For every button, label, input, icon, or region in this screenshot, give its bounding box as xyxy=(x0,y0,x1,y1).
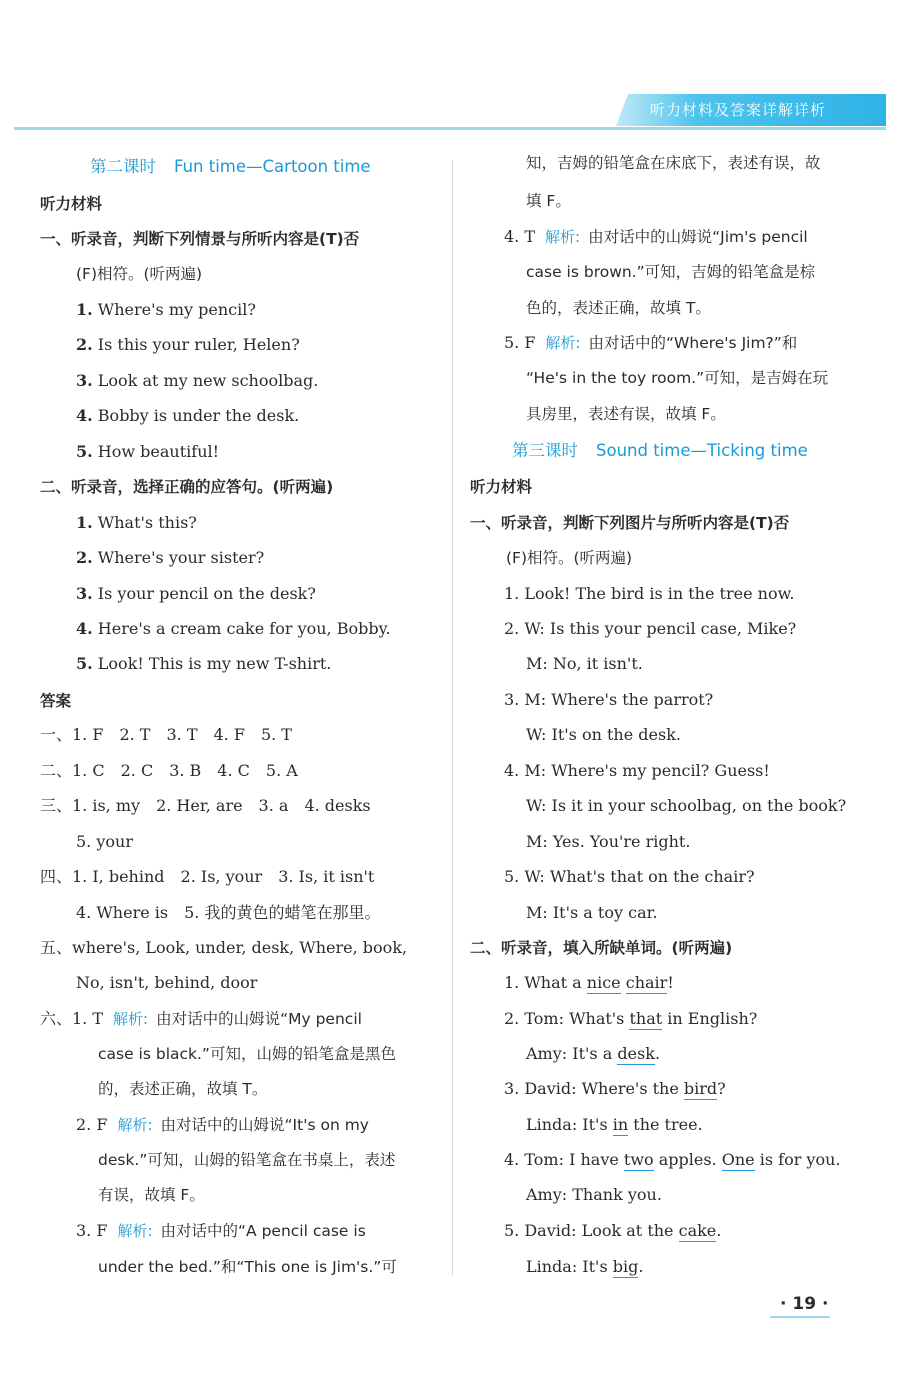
answer-label: 2. F xyxy=(76,1115,108,1134)
analysis-label: 解析: xyxy=(117,1222,153,1240)
answer-4-cont: 4. Where is 5. 我的黄色的蜡笔在那里。 xyxy=(76,903,381,922)
analysis-text: 由对话中的山姆说“My pencil xyxy=(156,1010,362,1028)
r4c: M: Yes. You're right. xyxy=(526,832,691,851)
r1: 1. Look! The bird is in the tree now. xyxy=(504,584,795,603)
fill-text: ! xyxy=(667,973,674,992)
fill-text: the tree. xyxy=(628,1115,703,1134)
fill-answer: desk xyxy=(617,1044,655,1063)
answer-4: 四、1. I, behind 2. Is, your 3. Is, it isn't xyxy=(40,867,375,886)
q2-item-3: 3. Is your pencil on the desk? xyxy=(76,584,316,603)
fill-2 xyxy=(504,1008,757,1030)
answer-3: 三、1. is, my 2. Her, are 3. a 4. desks xyxy=(40,796,371,815)
section-title-cn: 第二课时 xyxy=(90,157,156,176)
page-number: · 19 · xyxy=(780,1294,829,1314)
q1-item-2: 2. Is this your ruler, Helen? xyxy=(76,335,300,354)
fill-text: is for you. xyxy=(754,1150,841,1169)
analysis-label: 解析: xyxy=(545,334,581,352)
analysis-text: 由对话中的“A pencil case is xyxy=(160,1222,366,1240)
r2a: 2. W: Is this your pencil case, Mike? xyxy=(504,619,797,638)
section-title-cn: 第三课时 xyxy=(512,441,578,460)
analysis-text: 由对话中的“Where's Jim?”和 xyxy=(588,334,798,352)
header-rule xyxy=(14,127,886,130)
answer-6-3-cont2: 知，吉姆的铅笔盒在床底下，表述有误，故 xyxy=(526,154,821,172)
fill-text: 2. Tom: What's xyxy=(504,1009,630,1028)
r5b: M: It's a toy car. xyxy=(526,903,658,922)
answer-6-4-cont2: 色的，表述正确，故填 T。 xyxy=(526,299,711,317)
fill-answer: two xyxy=(623,1150,654,1169)
answer-1: 一、1. F 2. T 3. T 4. F 5. T xyxy=(40,725,292,744)
fill-answer: chair xyxy=(625,973,668,992)
q2-item-text: Is your pencil on the desk? xyxy=(97,584,316,603)
fill-4-cont: Amy: Thank you. xyxy=(526,1185,662,1204)
answer-6-3 xyxy=(76,1220,366,1242)
r5a: 5. W: What's that on the chair? xyxy=(504,867,755,886)
q2-item-text: Look! This is my new T-shirt. xyxy=(97,654,332,673)
fill-text: . xyxy=(654,1044,661,1063)
answer-6-5-cont: “He's in the toy room.”可知，是吉姆在玩 xyxy=(526,369,829,387)
fill-5-cont xyxy=(526,1256,643,1278)
analysis-text: 由对话中的山姆说“It's on my xyxy=(160,1116,369,1134)
r2b: M: No, it isn't. xyxy=(526,654,643,673)
q1-item-4: 4. Bobby is under the desk. xyxy=(76,406,300,425)
q1-item-5: 5. How beautiful! xyxy=(76,442,220,461)
answer-6-1 xyxy=(40,1008,362,1030)
listening-heading-3: 听力材料 xyxy=(470,478,533,496)
q1-title-cont: (F)相符。(听两遍) xyxy=(76,265,203,283)
q1-title-3-cont: (F)相符。(听两遍) xyxy=(506,549,633,567)
answer-6-2-cont: desk.”可知，山姆的铅笔盒在书桌上，表述 xyxy=(98,1151,396,1169)
listening-heading: 听力材料 xyxy=(40,195,103,213)
fill-text: in English? xyxy=(662,1009,758,1028)
answer-5-cont: No, isn't, behind, door xyxy=(76,973,258,992)
answer-2: 二、1. C 2. C 3. B 4. C 5. A xyxy=(40,761,298,780)
fill-text: ? xyxy=(717,1079,726,1098)
section-title-2 xyxy=(90,156,371,178)
answer-6-4 xyxy=(504,226,808,248)
fill-text: 1. What a xyxy=(504,973,587,992)
answer-6-1-cont: case is black.”可知，山姆的铅笔盒是黑色 xyxy=(98,1045,396,1063)
header-title: 听力材料及答案详解详析 xyxy=(650,101,827,119)
q1-title: 一、听录音，判断下列情景与所听内容是(T)否 xyxy=(40,230,360,248)
analysis-label: 解析: xyxy=(117,1116,153,1134)
r4a: 4. M: Where's my pencil? Guess! xyxy=(504,761,770,780)
answer-6-4-cont: case is brown.”可知，吉姆的铅笔盒是棕 xyxy=(526,263,816,281)
fill-4 xyxy=(504,1149,841,1171)
section-title-en: Sound time—Ticking time xyxy=(596,441,808,460)
r3b: W: It's on the desk. xyxy=(526,725,681,744)
answer-label: 5. F xyxy=(504,333,536,352)
fill-answer: in xyxy=(612,1115,629,1134)
fill-text: Linda: It's xyxy=(526,1257,613,1276)
fill-5 xyxy=(504,1220,721,1242)
answer-label: 3. F xyxy=(76,1221,108,1240)
fill-answer: nice xyxy=(586,973,621,992)
fill-text: Linda: It's xyxy=(526,1115,613,1134)
answer-6-3-cont: under the bed.”和“This one is Jim's.”可 xyxy=(98,1258,397,1276)
analysis-label: 解析: xyxy=(545,228,581,246)
r4b: W: Is it in your schoolbag, on the book? xyxy=(526,796,847,815)
q1-item-text: How beautiful! xyxy=(97,442,220,461)
answer-label: 六、1. T xyxy=(40,1009,104,1028)
analysis-text: 由对话中的山姆说“Jim's pencil xyxy=(588,228,808,246)
fill-1 xyxy=(504,972,674,994)
q1-item-text: Bobby is under the desk. xyxy=(97,406,300,425)
q2-title: 二、听录音，选择正确的应答句。(听两遍) xyxy=(40,478,334,496)
fill-text: 4. Tom: I have xyxy=(504,1150,624,1169)
fill-2-cont xyxy=(526,1043,660,1065)
answer-6-5-cont2: 具房里，表述有误，故填 F。 xyxy=(526,405,726,423)
fill-text: . xyxy=(716,1221,722,1240)
q2-item-4: 4. Here's a cream cake for you, Bobby. xyxy=(76,619,391,638)
fill-answer: bird xyxy=(683,1079,718,1098)
analysis-label: 解析: xyxy=(113,1010,149,1028)
q1-item-3: 3. Look at my new schoolbag. xyxy=(76,371,319,390)
fill-answer: One xyxy=(721,1150,755,1169)
fill-text: apples. xyxy=(653,1150,722,1169)
fill-text: 5. David: Look at the xyxy=(504,1221,679,1240)
answer-6-2 xyxy=(76,1114,369,1136)
r3a: 3. M: Where's the parrot? xyxy=(504,690,714,709)
q1-item-text: Is this your ruler, Helen? xyxy=(97,335,300,354)
fill-3 xyxy=(504,1078,726,1100)
answer-6-3-cont3: 填 F。 xyxy=(526,192,571,210)
q1-title-3: 一、听录音，判断下列图片与所听内容是(T)否 xyxy=(470,514,790,532)
answer-6-5 xyxy=(504,332,797,354)
answer-heading: 答案 xyxy=(40,692,72,710)
q2-item-5: 5. Look! This is my new T-shirt. xyxy=(76,654,332,673)
section-title-en: Fun time—Cartoon time xyxy=(174,157,371,176)
q1-item-text: Look at my new schoolbag. xyxy=(97,371,319,390)
answer-label: 4. T xyxy=(504,227,536,246)
answer-6-1-cont2: 的，表述正确，故填 T。 xyxy=(98,1080,268,1098)
fill-answer: that xyxy=(629,1009,663,1028)
fill-answer: cake xyxy=(678,1221,717,1240)
fill-answer: big xyxy=(612,1257,639,1276)
q1-item-text: Where's my pencil? xyxy=(97,300,256,319)
q2-item-text: Here's a cream cake for you, Bobby. xyxy=(97,619,391,638)
answer-6-2-cont2: 有误，故填 F。 xyxy=(98,1186,205,1204)
fill-text: . xyxy=(638,1257,644,1276)
answer-3-cont: 5. your xyxy=(76,832,133,851)
q2-item-1: 1. What's this? xyxy=(76,513,197,532)
answer-5: 五、where's, Look, under, desk, Where, book, xyxy=(40,938,408,957)
q2-title-3: 二、听录音，填入所缺单词。(听两遍) xyxy=(470,939,733,957)
q2-item-2: 2. Where's your sister? xyxy=(76,548,265,567)
column-divider xyxy=(452,160,453,1275)
section-title-3 xyxy=(512,440,808,462)
q2-item-text: Where's your sister? xyxy=(97,548,265,567)
q1-item-1: 1. Where's my pencil? xyxy=(76,300,256,319)
fill-text: Amy: It's a xyxy=(526,1044,618,1063)
page-number-rule xyxy=(770,1316,830,1318)
fill-text xyxy=(621,973,626,992)
fill-text: 3. David: Where's the xyxy=(504,1079,684,1098)
q2-item-text: What's this? xyxy=(97,513,197,532)
fill-3-cont xyxy=(526,1114,703,1136)
